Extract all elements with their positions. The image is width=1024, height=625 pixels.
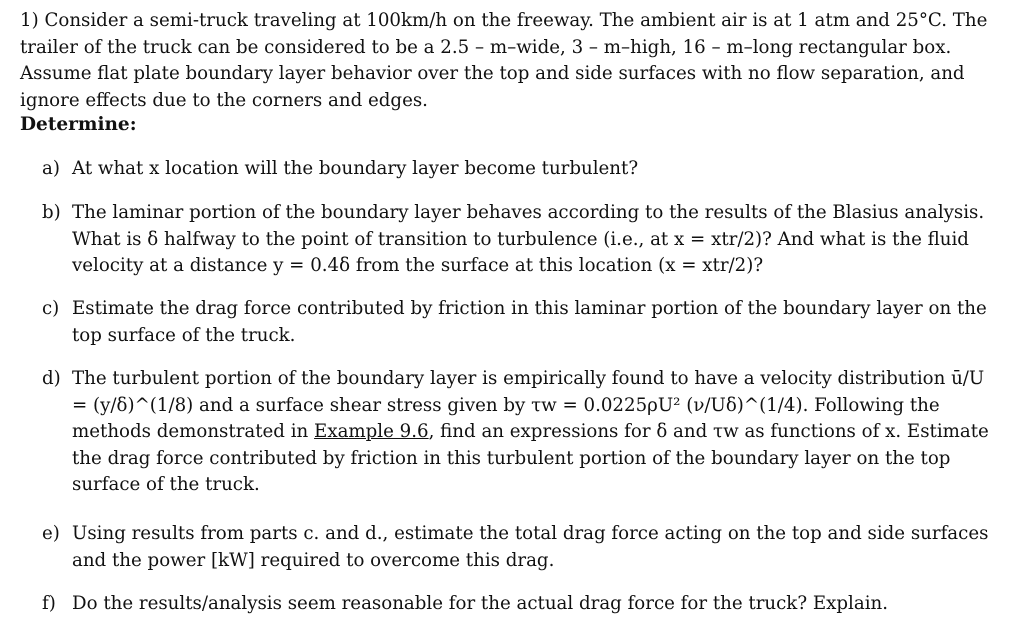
part-d-text [72, 366, 1000, 499]
part-c-text: Estimate the drag force contributed by friction in this laminar portion of the boundary layer on the top surface of the truck. [72, 298, 987, 346]
part-e-label: e) [42, 523, 60, 544]
part-a [42, 156, 1000, 183]
part-f-text: Do the results/analysis seem reasonable for the actual drag force for the truck? Explain. [72, 593, 889, 614]
part-a-label: a) [42, 158, 60, 179]
determine-heading: Determine: [20, 114, 137, 135]
part-d-text-2: , find an expressions for δ and τw as functions of x. Estimate the drag force contributed by friction in this turbulent portion of the boundary layer on the top surface of the truck. [72, 421, 989, 495]
part-c [42, 296, 1000, 349]
example-link[interactable]: Example 9.6 [314, 421, 429, 442]
part-f-label: f) [42, 593, 56, 614]
problem-intro: 1) Consider a semi-truck traveling at 100km/h on the freeway. The ambient air is at 1 atm and 25°C. The trailer of the truck can be considered to be a 2.5 – m–wide, 3 – m–high, 16 – m–long rectangular box. Assume flat plate boundary layer behavior over the top and side surfaces with no flow separation, and ignore effects due to the corners and edges. [20, 10, 988, 111]
part-b-label: b) [42, 202, 61, 223]
part-d-label: d) [42, 368, 61, 389]
part-a-text: At what x location will the boundary layer become turbulent? [72, 158, 639, 179]
part-c-label: c) [42, 298, 60, 319]
part-f [42, 591, 1000, 618]
part-b-text: The laminar portion of the boundary layer behaves according to the results of the Blasius analysis. What is δ halfway to the point of transition to turbulence (i.e., at x = xtr/2)? And what is the fluid velocity at a distance y = 0.4δ from the surface at this location (x = xtr/2)? [72, 202, 985, 276]
part-d [42, 366, 1000, 499]
part-e [42, 521, 1000, 574]
part-e-text: Using results from parts c. and d., estimate the total drag force acting on the top and side surfaces and the power [kW] required to overcome this drag. [72, 523, 989, 571]
part-b [42, 200, 1000, 280]
part-d-text-1: The turbulent portion of the boundary layer is empirically found to have a velocity distribution ū/U = (y/δ)^(1/8) and a surface shear stress given by τw = 0.0225ρU² (ν/Uδ)^(1/4). Following the methods demonstrated in [72, 368, 985, 442]
